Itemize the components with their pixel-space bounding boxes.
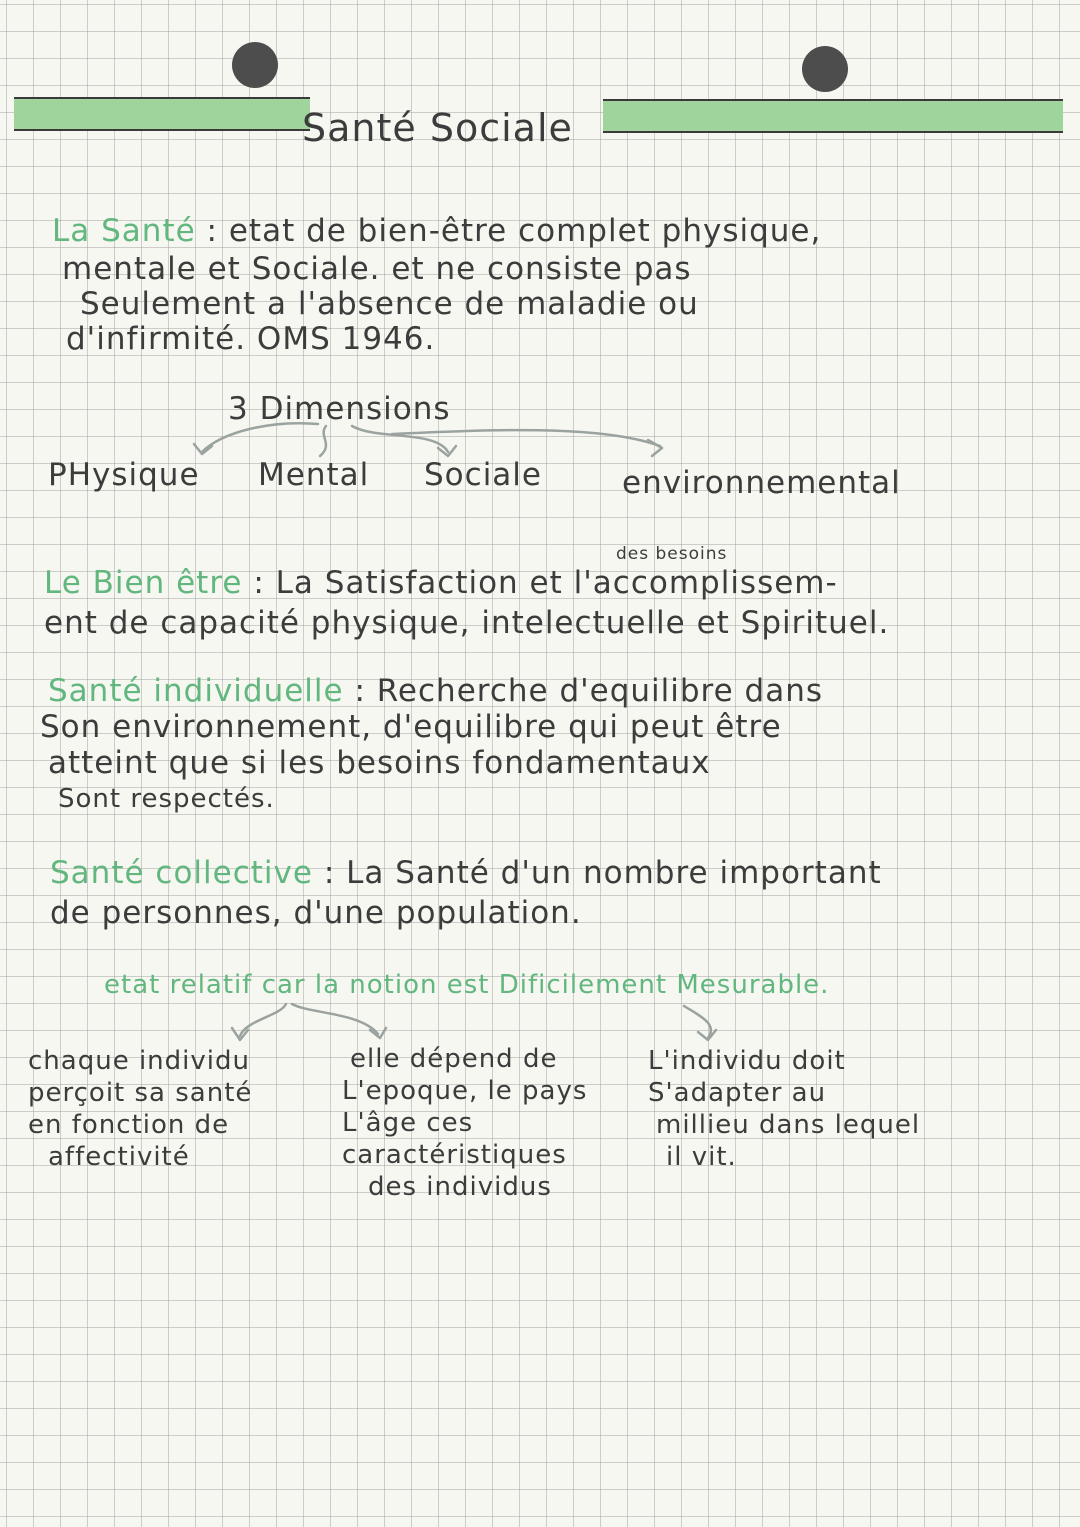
collective-sep: :	[323, 855, 336, 891]
etat-column-3-line-2: S'adapter au	[648, 1078, 827, 1108]
individuelle-line-4: Sont respectés.	[58, 784, 275, 814]
etat-column-2-line-2: L'epoque, le pays	[342, 1076, 588, 1106]
arrow-to-col-2	[292, 1004, 378, 1034]
etat-column-1-line-4: affectivité	[48, 1142, 190, 1172]
etat-column-2-line-1: elle dépend de	[350, 1044, 558, 1074]
individuelle-sep: :	[354, 673, 366, 709]
arrow-head-col-3	[698, 1030, 716, 1040]
etat-column-3-line-1: L'individu doit	[648, 1046, 846, 1076]
arrow-to-sociale	[352, 426, 448, 452]
etat-column-2-line-5: des individus	[368, 1172, 552, 1202]
dimensions-heading: 3 Dimensions	[228, 391, 451, 427]
bien-etre-sep: :	[253, 565, 265, 601]
dimension-sociale: Sociale	[424, 457, 542, 493]
dimension-mental: Mental	[258, 457, 370, 493]
collective-line-2: de personnes, d'une population.	[50, 895, 582, 931]
bien-etre-line-1: La Satisfaction et l'accomplissem-	[275, 565, 838, 601]
definition-line-4: d'infirmité. OMS 1946.	[66, 321, 436, 357]
page-title: Santé Sociale	[302, 106, 573, 150]
collective-term: Santé collective	[50, 855, 313, 891]
definition-line-2: mentale et Sociale. et ne consiste pas	[62, 251, 692, 287]
dimension-physique: PHysique	[48, 457, 200, 493]
arrow-to-col-3	[684, 1006, 711, 1038]
etat-column-1-line-1: chaque individu	[28, 1046, 250, 1076]
bien-etre-line-2: ent de capacité physique, intelectuelle et Spirituel.	[44, 605, 890, 641]
collective-line-1: La Santé d'un nombre important	[346, 855, 882, 891]
arrow-head-environnemental	[648, 440, 662, 456]
definition-sep: :	[206, 213, 218, 249]
arrow-to-environnemental	[392, 430, 660, 446]
etat-column-3-line-4: il vit.	[666, 1142, 737, 1172]
arrow-to-physique	[202, 423, 318, 452]
definition-term: La Santé	[52, 213, 196, 249]
etat-column-2-line-4: caractéristiques	[342, 1140, 567, 1170]
etat-relatif-heading: etat relatif car la notion est Dificilement Mesurable.	[104, 970, 830, 1000]
definition-line-3: Seulement a l'absence de maladie ou	[80, 286, 699, 322]
dimension-environnemental: environnemental	[622, 465, 901, 501]
individuelle-term: Santé individuelle	[48, 673, 344, 709]
etat-column-1-line-3: en fonction de	[28, 1110, 230, 1140]
etat-column-1-line-2: perçoit sa santé	[28, 1078, 253, 1108]
bien-etre-insert: des besoins	[616, 544, 728, 564]
bien-etre-term: Le Bien être	[44, 565, 243, 601]
etat-column-3-line-3: millieu dans lequel	[656, 1110, 921, 1140]
arrow-to-mental	[320, 426, 326, 456]
etat-column-2-line-3: L'âge ces	[342, 1108, 474, 1138]
individuelle-line-1: Recherche d'equilibre dans	[376, 673, 824, 709]
individuelle-line-2: Son environnement, d'equilibre qui peut être	[40, 709, 782, 745]
individuelle-line-3: atteint que si les besoins fondamentaux	[48, 745, 711, 781]
definition-line-1: etat de bien-être complet physique,	[228, 213, 822, 249]
